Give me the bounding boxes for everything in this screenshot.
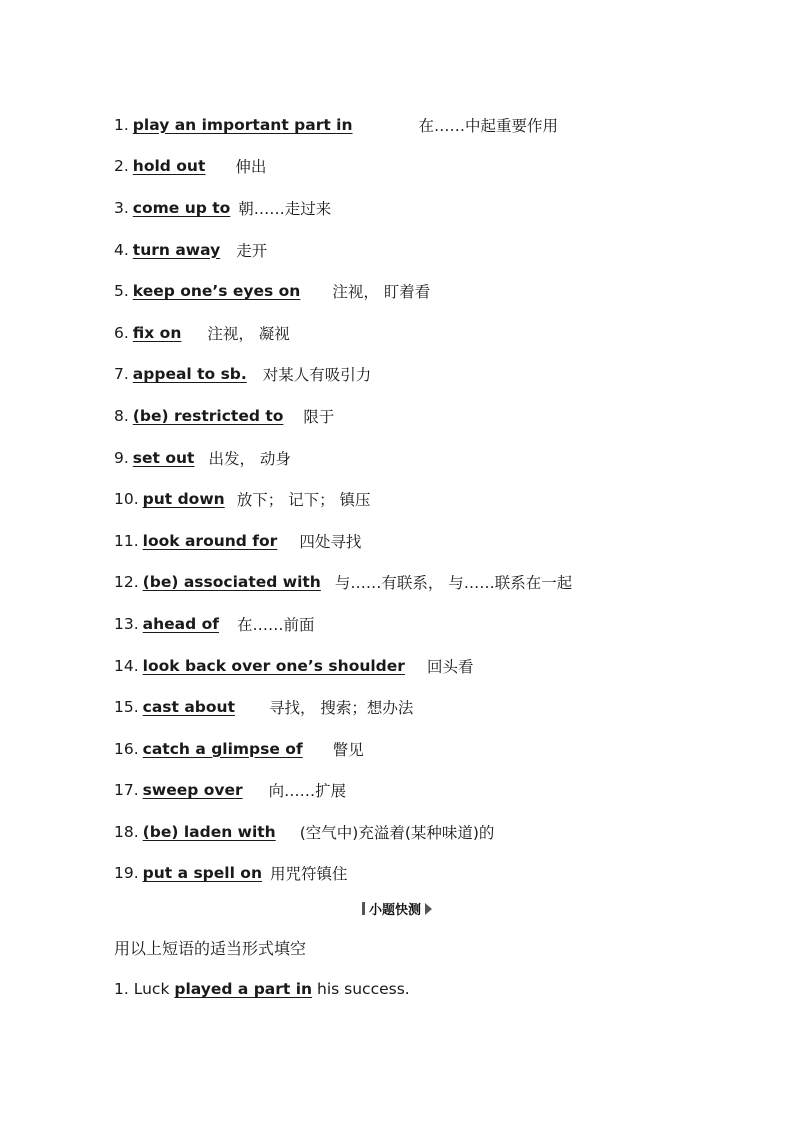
- phrase-item: [114, 478, 754, 520]
- badge-arrow-icon: [425, 903, 432, 915]
- phrase-number: 7.: [114, 365, 129, 384]
- phrase-chinese: (空气中)充溢着(某种味道)的: [299, 823, 495, 842]
- phrase-number: 10.: [114, 490, 139, 509]
- phrase-chinese: 四处寻找: [299, 532, 362, 551]
- phrase-chinese: 瞥见: [332, 740, 364, 759]
- phrase-chinese: 回头看: [426, 657, 474, 676]
- phrase-number: 6.: [114, 323, 129, 342]
- phrase-chinese: 放下； 记下； 镇压: [236, 491, 371, 510]
- exercise-answer: played a part in: [174, 980, 313, 998]
- section-header: [0, 899, 794, 919]
- phrase-item: [114, 354, 754, 396]
- phrase-english: cast about: [142, 698, 235, 717]
- phrase-item: [114, 645, 754, 687]
- phrase-number: 4.: [114, 240, 129, 259]
- phrase-english: (be) associated with: [142, 573, 321, 592]
- phrase-item: [114, 853, 754, 895]
- phrase-chinese: 在……中起重要作用: [418, 116, 559, 135]
- phrase-chinese: 在……前面: [237, 615, 315, 634]
- phrase-chinese: 注视， 凝视: [207, 324, 290, 343]
- phrase-english: set out: [132, 448, 195, 467]
- section-badge: [362, 899, 432, 918]
- phrase-item: [114, 811, 754, 853]
- phrase-english: keep one’s eyes on: [132, 282, 301, 301]
- phrase-number: 2.: [114, 157, 129, 176]
- phrase-number: 18.: [114, 822, 139, 841]
- exercise-text-before: Luck: [133, 980, 170, 998]
- phrase-number: 8.: [114, 406, 129, 425]
- phrase-chinese: 朝……走过来: [238, 199, 332, 218]
- phrase-chinese: 走开: [236, 241, 268, 260]
- phrase-chinese: 用咒符镇住: [270, 865, 348, 884]
- phrase-item: [114, 104, 754, 146]
- phrase-chinese: 与……有联系， 与……联系在一起: [334, 574, 573, 593]
- phrase-english: hold out: [132, 157, 206, 176]
- phrase-english: put a spell on: [142, 864, 262, 883]
- exercise-number: 1.: [114, 980, 129, 998]
- phrase-number: 1.: [114, 115, 129, 134]
- exercise-instruction: 用以上短语的适当形式填空: [114, 939, 307, 958]
- phrase-number: 13.: [114, 614, 139, 633]
- phrase-chinese: 寻找， 搜索；想办法: [268, 699, 414, 718]
- phrase-number: 11.: [114, 531, 139, 550]
- phrase-number: 16.: [114, 739, 139, 758]
- phrase-english: appeal to sb.: [132, 365, 247, 384]
- phrase-english: come up to: [132, 198, 231, 217]
- phrase-chinese: 注视， 盯着看: [332, 283, 431, 302]
- phrase-item: [114, 187, 754, 229]
- phrase-number: 3.: [114, 198, 129, 217]
- phrase-item: [114, 146, 754, 188]
- phrase-english: put down: [142, 490, 225, 509]
- phrase-item: [114, 229, 754, 271]
- badge-bar-icon: [362, 902, 365, 915]
- phrase-chinese: 对某人有吸引力: [262, 366, 372, 385]
- phrase-list: [114, 104, 754, 894]
- phrase-item: [114, 603, 754, 645]
- phrase-chinese: 向……扩展: [268, 782, 347, 801]
- phrase-english: sweep over: [142, 781, 243, 800]
- phrase-number: 17.: [114, 781, 139, 800]
- phrase-chinese: 伸出: [235, 158, 267, 177]
- phrase-chinese: 限于: [303, 407, 335, 426]
- phrase-english: ahead of: [142, 614, 220, 633]
- phrase-english: look around for: [142, 531, 278, 550]
- phrase-number: 14.: [114, 656, 139, 675]
- phrase-english: (be) restricted to: [132, 406, 284, 425]
- phrase-number: 9.: [114, 448, 129, 467]
- phrase-item: [114, 437, 754, 479]
- phrase-item: [114, 270, 754, 312]
- exercise-item: [114, 980, 410, 998]
- phrase-item: [114, 562, 754, 604]
- phrase-item: [114, 520, 754, 562]
- phrase-english: play an important part in: [132, 115, 353, 134]
- section-badge-label: 小题快测: [368, 903, 421, 918]
- phrase-english: look back over one’s shoulder: [142, 656, 405, 675]
- phrase-english: (be) laden with: [142, 822, 276, 841]
- phrase-item: [114, 770, 754, 812]
- phrase-number: 15.: [114, 698, 139, 717]
- phrase-item: [114, 395, 754, 437]
- phrase-number: 19.: [114, 864, 139, 883]
- exercise-text-after: his success.: [317, 980, 410, 998]
- phrase-item: [114, 312, 754, 354]
- phrase-english: fix on: [132, 323, 182, 342]
- phrase-chinese: 出发， 动身: [208, 449, 291, 468]
- phrase-english: turn away: [132, 240, 221, 259]
- phrase-english: catch a glimpse of: [142, 739, 303, 758]
- phrase-item: [114, 728, 754, 770]
- phrase-number: 12.: [114, 573, 139, 592]
- phrase-number: 5.: [114, 282, 129, 301]
- phrase-item: [114, 686, 754, 728]
